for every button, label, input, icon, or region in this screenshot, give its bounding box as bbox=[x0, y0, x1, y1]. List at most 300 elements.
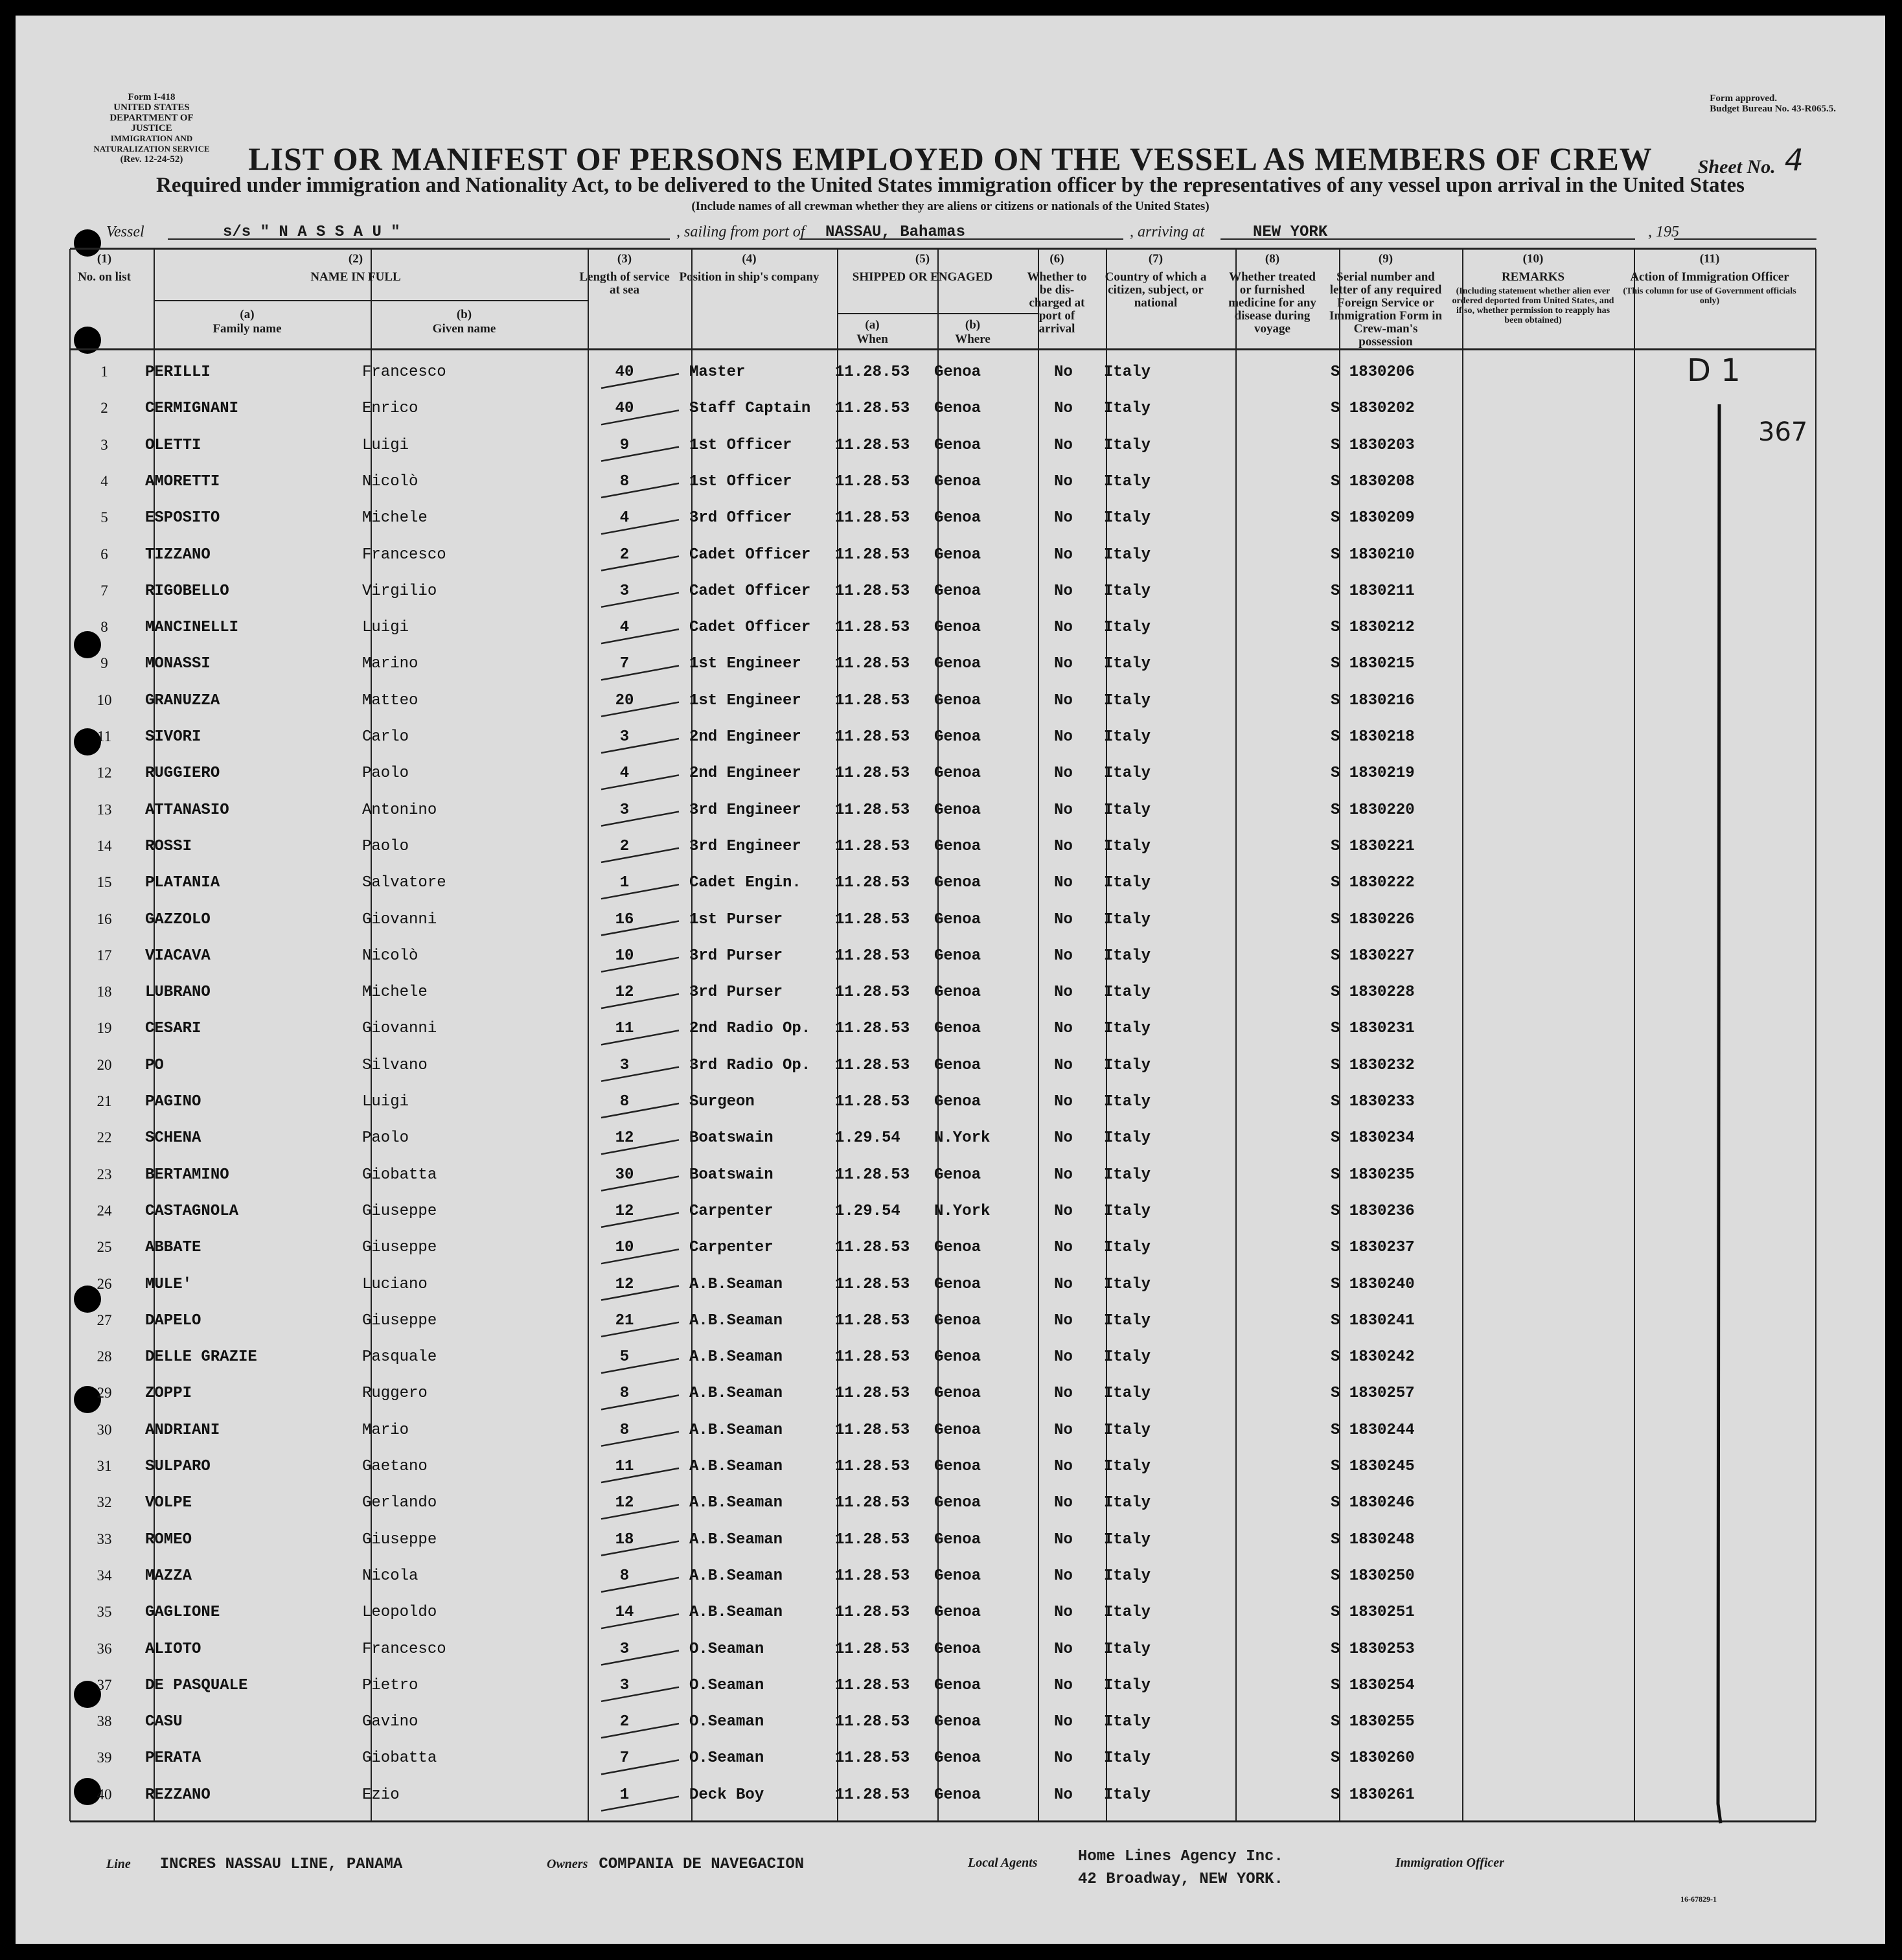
serial-number: S 1830240 bbox=[1331, 1275, 1415, 1293]
vessel-label: Vessel bbox=[106, 224, 144, 240]
discharged: No bbox=[1054, 947, 1073, 965]
given-name: Leopoldo bbox=[362, 1604, 437, 1622]
shipped-when: 11.28.53 bbox=[835, 363, 910, 381]
page-title: LIST OR MANIFEST OF PERSONS EMPLOYED ON THE VESSEL AS MEMBERS OF CREW bbox=[248, 141, 1653, 177]
country: Italy bbox=[1104, 984, 1151, 1002]
discharged: No bbox=[1054, 1239, 1073, 1257]
service-length: 20 bbox=[615, 691, 634, 709]
serial-number: S 1830212 bbox=[1331, 619, 1415, 637]
service-length: 4 bbox=[619, 765, 630, 783]
country: Italy bbox=[1104, 1020, 1151, 1038]
column-header: No. on list bbox=[78, 270, 131, 284]
shipped-when: 11.28.53 bbox=[835, 801, 910, 819]
column-number: (10) bbox=[1522, 252, 1544, 266]
given-name: Giuseppe bbox=[362, 1239, 437, 1257]
country: Italy bbox=[1104, 1385, 1151, 1403]
shipped-when: 11.28.53 bbox=[835, 1020, 910, 1038]
handwritten-initials: D 1 bbox=[1687, 352, 1741, 389]
row-number: 33 bbox=[97, 1530, 112, 1547]
given-name: Gerlando bbox=[362, 1494, 437, 1512]
serial-number: S 1830244 bbox=[1331, 1421, 1415, 1439]
family-name: PERATA bbox=[145, 1749, 201, 1768]
given-name: Silvano bbox=[362, 1056, 428, 1074]
serial-number: S 1830228 bbox=[1331, 984, 1415, 1002]
family-name: REZZANO bbox=[145, 1786, 211, 1804]
shipped-when: 11.28.53 bbox=[835, 1239, 910, 1257]
given-name: Pasquale bbox=[362, 1348, 437, 1366]
position: Boatswain bbox=[689, 1166, 773, 1184]
shipped-where: N.York bbox=[934, 1129, 991, 1147]
given-name: Giovanni bbox=[362, 1020, 437, 1038]
country: Italy bbox=[1104, 874, 1151, 892]
service-length: 3 bbox=[619, 1676, 630, 1694]
given-name: Luigi bbox=[362, 619, 409, 637]
family-name: GRANUZZA bbox=[145, 691, 220, 709]
handwritten-vertical-line bbox=[1713, 404, 1726, 1830]
serial-number: S 1830233 bbox=[1331, 1093, 1415, 1111]
given-name: Giobatta bbox=[362, 1166, 437, 1184]
column-number: (9) bbox=[1378, 252, 1393, 266]
serial-number: S 1830231 bbox=[1331, 1020, 1415, 1038]
row-number: 26 bbox=[97, 1275, 112, 1292]
country: Italy bbox=[1104, 1494, 1151, 1512]
shipped-when: 11.28.53 bbox=[835, 984, 910, 1002]
shipped-when: 11.28.53 bbox=[835, 874, 910, 892]
service-length: 4 bbox=[619, 619, 630, 637]
column-header: Action of Immigration Officer bbox=[1630, 270, 1789, 284]
discharged: No bbox=[1054, 1713, 1073, 1731]
subcolumn-header: Given name bbox=[432, 322, 496, 336]
row-number: 25 bbox=[97, 1239, 112, 1256]
given-name: Matteo bbox=[362, 691, 418, 709]
position: Carpenter bbox=[689, 1202, 773, 1220]
sailing-port: NASSAU, Bahamas bbox=[825, 224, 966, 241]
serial-number: S 1830254 bbox=[1331, 1676, 1415, 1694]
position: A.B.Seaman bbox=[689, 1604, 783, 1622]
position: 2nd Radio Op. bbox=[689, 1020, 811, 1038]
family-name: ROSSI bbox=[145, 837, 192, 855]
column-header: Length of service at sea bbox=[579, 270, 670, 297]
discharged: No bbox=[1054, 1348, 1073, 1366]
shipped-where: Genoa bbox=[934, 546, 981, 564]
service-length: 9 bbox=[619, 436, 630, 454]
discharged: No bbox=[1054, 1458, 1073, 1475]
position: A.B.Seaman bbox=[689, 1348, 783, 1366]
service-length: 10 bbox=[615, 1239, 634, 1257]
shipped-where: Genoa bbox=[934, 765, 981, 783]
shipped-where: Genoa bbox=[934, 1421, 981, 1439]
service-length: 12 bbox=[615, 1129, 634, 1147]
service-length: 11 bbox=[615, 1458, 634, 1475]
row-number: 12 bbox=[97, 765, 112, 781]
given-name: Virgilio bbox=[362, 582, 437, 600]
country: Italy bbox=[1104, 947, 1151, 965]
row-number: 6 bbox=[100, 546, 108, 562]
shipped-when: 11.28.53 bbox=[835, 837, 910, 855]
serial-number: S 1830257 bbox=[1331, 1385, 1415, 1403]
row-number: 9 bbox=[100, 655, 108, 672]
country: Italy bbox=[1104, 363, 1151, 381]
discharged: No bbox=[1054, 509, 1073, 527]
shipped-where: Genoa bbox=[934, 1640, 981, 1658]
row-number: 5 bbox=[100, 509, 108, 526]
shipped-where: Genoa bbox=[934, 1604, 981, 1622]
row-number: 13 bbox=[97, 801, 112, 818]
position: Deck Boy bbox=[689, 1786, 764, 1804]
position: Staff Captain bbox=[689, 400, 811, 418]
shipped-where: Genoa bbox=[934, 619, 981, 637]
service-length: 12 bbox=[615, 1275, 634, 1293]
column-header: Serial number and letter of any required Foreign Service or Immigration Form in Crew-man's possession bbox=[1329, 270, 1443, 349]
position: O.Seaman bbox=[689, 1640, 764, 1658]
shipped-when: 11.28.53 bbox=[835, 582, 910, 600]
family-name: ZOPPI bbox=[145, 1385, 192, 1403]
family-name: ALIOTO bbox=[145, 1640, 201, 1658]
shipped-when: 11.28.53 bbox=[835, 1494, 910, 1512]
shipped-when: 11.28.53 bbox=[835, 546, 910, 564]
position: A.B.Seaman bbox=[689, 1421, 783, 1439]
discharged: No bbox=[1054, 1129, 1073, 1147]
column-number: (11) bbox=[1699, 252, 1720, 266]
shipped-when: 11.28.53 bbox=[835, 1311, 910, 1330]
given-name: Gaetano bbox=[362, 1458, 428, 1475]
shipped-where: Genoa bbox=[934, 984, 981, 1002]
given-name: Mario bbox=[362, 1421, 409, 1439]
discharged: No bbox=[1054, 1676, 1073, 1694]
family-name: ROMEO bbox=[145, 1530, 192, 1549]
given-name: Paolo bbox=[362, 765, 409, 783]
shipped-when: 11.28.53 bbox=[835, 1093, 910, 1111]
country: Italy bbox=[1104, 1093, 1151, 1111]
row-number: 31 bbox=[97, 1458, 112, 1474]
family-name: RUGGIERO bbox=[145, 765, 220, 783]
shipped-where: N.York bbox=[934, 1202, 991, 1220]
row-number: 2 bbox=[100, 400, 108, 417]
country: Italy bbox=[1104, 801, 1151, 819]
serial-number: S 1830260 bbox=[1331, 1749, 1415, 1768]
family-name: CASTAGNOLA bbox=[145, 1202, 239, 1220]
column-number: (5) bbox=[915, 252, 930, 266]
family-name: BERTAMINO bbox=[145, 1166, 229, 1184]
family-name: GAZZOLO bbox=[145, 910, 211, 928]
discharged: No bbox=[1054, 1311, 1073, 1330]
shipped-when: 11.28.53 bbox=[835, 1640, 910, 1658]
serial-number: S 1830220 bbox=[1331, 801, 1415, 819]
given-name: Giovanni bbox=[362, 910, 437, 928]
country: Italy bbox=[1104, 619, 1151, 637]
discharged: No bbox=[1054, 837, 1073, 855]
shipped-where: Genoa bbox=[934, 1311, 981, 1330]
discharged: No bbox=[1054, 1020, 1073, 1038]
service-length: 3 bbox=[619, 582, 630, 600]
discharged: No bbox=[1054, 765, 1073, 783]
country: Italy bbox=[1104, 1348, 1151, 1366]
service-length: 3 bbox=[619, 1056, 630, 1074]
position: O.Seaman bbox=[689, 1749, 764, 1768]
arriving-label: , arriving at bbox=[1130, 224, 1205, 240]
position: 3rd Purser bbox=[689, 947, 783, 965]
shipped-where: Genoa bbox=[934, 1713, 981, 1731]
country: Italy bbox=[1104, 837, 1151, 855]
service-length: 10 bbox=[615, 947, 634, 965]
family-name: TIZZANO bbox=[145, 546, 211, 564]
discharged: No bbox=[1054, 1786, 1073, 1804]
arriving-port: NEW YORK bbox=[1253, 224, 1328, 241]
column-header: NAME IN FULL bbox=[310, 270, 401, 284]
column-number: (3) bbox=[617, 252, 632, 266]
shipped-when: 11.28.53 bbox=[835, 1786, 910, 1804]
family-name: SIVORI bbox=[145, 728, 201, 746]
shipped-when: 11.28.53 bbox=[835, 691, 910, 709]
row-number: 24 bbox=[97, 1202, 112, 1219]
shipped-when: 11.28.53 bbox=[835, 1713, 910, 1731]
row-number: 16 bbox=[97, 910, 112, 927]
given-name: Michele bbox=[362, 509, 428, 527]
row-number: 23 bbox=[97, 1166, 112, 1182]
family-name: OLETTI bbox=[145, 436, 201, 454]
discharged: No bbox=[1054, 1202, 1073, 1220]
country: Italy bbox=[1104, 1530, 1151, 1549]
shipped-when: 11.28.53 bbox=[835, 947, 910, 965]
column-number: (6) bbox=[1049, 252, 1064, 266]
given-name: Marino bbox=[362, 655, 418, 673]
shipped-where: Genoa bbox=[934, 1020, 981, 1038]
family-name: PO bbox=[145, 1056, 164, 1074]
discharged: No bbox=[1054, 1749, 1073, 1768]
sailing-label: , sailing from port of bbox=[676, 224, 805, 240]
serial-number: S 1830237 bbox=[1331, 1239, 1415, 1257]
country: Italy bbox=[1104, 1713, 1151, 1731]
shipped-when: 11.28.53 bbox=[835, 509, 910, 527]
service-length: 2 bbox=[619, 837, 630, 855]
country: Italy bbox=[1104, 1421, 1151, 1439]
discharged: No bbox=[1054, 1530, 1073, 1549]
position: Surgeon bbox=[689, 1093, 755, 1111]
service-length: 7 bbox=[619, 1749, 630, 1768]
shipped-when: 11.28.53 bbox=[835, 619, 910, 637]
position: 3rd Officer bbox=[689, 509, 792, 527]
given-name: Antonino bbox=[362, 801, 437, 819]
discharged: No bbox=[1054, 1166, 1073, 1184]
service-length: 4 bbox=[619, 509, 630, 527]
column-header: Position in ship's company bbox=[679, 270, 819, 284]
column-note: (Including statement whether alien ever ordered deported from United States, and if so, whether permission to reapply has been obtained) bbox=[1452, 286, 1614, 325]
given-name: Giuseppe bbox=[362, 1530, 437, 1549]
service-length: 18 bbox=[615, 1530, 634, 1549]
shipped-when: 11.28.53 bbox=[835, 728, 910, 746]
given-name: Nicola bbox=[362, 1567, 418, 1585]
discharged: No bbox=[1054, 910, 1073, 928]
row-number: 15 bbox=[97, 874, 112, 891]
discharged: No bbox=[1054, 691, 1073, 709]
shipped-when: 11.28.53 bbox=[835, 400, 910, 418]
discharged: No bbox=[1054, 472, 1073, 490]
position: 3rd Radio Op. bbox=[689, 1056, 811, 1074]
position: 1st Officer bbox=[689, 472, 792, 490]
position: A.B.Seaman bbox=[689, 1275, 783, 1293]
shipped-when: 11.28.53 bbox=[835, 655, 910, 673]
discharged: No bbox=[1054, 400, 1073, 418]
shipped-where: Genoa bbox=[934, 910, 981, 928]
family-name: AMORETTI bbox=[145, 472, 220, 490]
row-number: 8 bbox=[100, 619, 108, 636]
row-number: 18 bbox=[97, 984, 112, 1000]
form-approval-block: Form approved. Budget Bureau No. 43-R065.5. bbox=[1710, 93, 1836, 114]
country: Italy bbox=[1104, 472, 1151, 490]
family-name: CASU bbox=[145, 1713, 183, 1731]
shipped-where: Genoa bbox=[934, 1786, 981, 1804]
given-name: Francesco bbox=[362, 546, 446, 564]
row-number: 36 bbox=[97, 1640, 112, 1657]
given-name: Francesco bbox=[362, 363, 446, 381]
given-name: Luigi bbox=[362, 436, 409, 454]
shipped-where: Genoa bbox=[934, 1676, 981, 1694]
footer-immigration-officer: Immigration Officer bbox=[1395, 1856, 1504, 1870]
family-name: PAGINO bbox=[145, 1093, 201, 1111]
shipped-where: Genoa bbox=[934, 728, 981, 746]
discharged: No bbox=[1054, 1056, 1073, 1074]
footer-owners: Owners COMPANIA DE NAVEGACION bbox=[547, 1856, 805, 1873]
subcolumn-number: (a) bbox=[865, 318, 880, 332]
shipped-when: 11.28.53 bbox=[835, 472, 910, 490]
serial-number: S 1830209 bbox=[1331, 509, 1415, 527]
serial-number: S 1830226 bbox=[1331, 910, 1415, 928]
country: Italy bbox=[1104, 691, 1151, 709]
serial-number: S 1830253 bbox=[1331, 1640, 1415, 1658]
country: Italy bbox=[1104, 1676, 1151, 1694]
discharged: No bbox=[1054, 1567, 1073, 1585]
serial-number: S 1830245 bbox=[1331, 1458, 1415, 1475]
position: 1st Engineer bbox=[689, 655, 801, 673]
shipped-when: 11.28.53 bbox=[835, 1348, 910, 1366]
service-length: 2 bbox=[619, 1713, 630, 1731]
shipped-where: Genoa bbox=[934, 363, 981, 381]
given-name: Gavino bbox=[362, 1713, 418, 1731]
column-header: Whether to be dis-charged at port of arrival bbox=[1027, 270, 1087, 336]
shipped-where: Genoa bbox=[934, 947, 981, 965]
row-number: 39 bbox=[97, 1749, 112, 1766]
shipped-where: Genoa bbox=[934, 691, 981, 709]
shipped-where: Genoa bbox=[934, 1749, 981, 1768]
country: Italy bbox=[1104, 1202, 1151, 1220]
row-number: 14 bbox=[97, 837, 112, 854]
row-number: 27 bbox=[97, 1311, 112, 1328]
row-number: 38 bbox=[97, 1713, 112, 1730]
country: Italy bbox=[1104, 1604, 1151, 1622]
subcolumn-header: Where bbox=[955, 332, 991, 346]
position: O.Seaman bbox=[689, 1713, 764, 1731]
country: Italy bbox=[1104, 910, 1151, 928]
service-length: 16 bbox=[615, 910, 634, 928]
column-number: (7) bbox=[1148, 252, 1163, 266]
position: O.Seaman bbox=[689, 1676, 764, 1694]
page-subtitle: Required under immigration and Nationality Act, to be delivered to the United States immigration officer by the representatives of any vessel upon arrival in the United States bbox=[156, 174, 1745, 197]
shipped-where: Genoa bbox=[934, 1239, 981, 1257]
discharged: No bbox=[1054, 655, 1073, 673]
country: Italy bbox=[1104, 1749, 1151, 1768]
row-number: 29 bbox=[97, 1385, 112, 1401]
serial-number: S 1830251 bbox=[1331, 1604, 1415, 1622]
shipped-where: Genoa bbox=[934, 1348, 981, 1366]
serial-number: S 1830235 bbox=[1331, 1166, 1415, 1184]
serial-number: S 1830206 bbox=[1331, 363, 1415, 381]
discharged: No bbox=[1054, 1093, 1073, 1111]
given-name: Francesco bbox=[362, 1640, 446, 1658]
shipped-where: Genoa bbox=[934, 1567, 981, 1585]
serial-number: S 1830210 bbox=[1331, 546, 1415, 564]
shipped-where: Genoa bbox=[934, 655, 981, 673]
given-name: Nicolò bbox=[362, 947, 418, 965]
row-number: 40 bbox=[97, 1786, 112, 1803]
country: Italy bbox=[1104, 509, 1151, 527]
serial-number: S 1830232 bbox=[1331, 1056, 1415, 1074]
shipped-where: Genoa bbox=[934, 1385, 981, 1403]
subcolumn-header: When bbox=[856, 332, 888, 346]
serial-number: S 1830222 bbox=[1331, 874, 1415, 892]
country: Italy bbox=[1104, 1567, 1151, 1585]
column-number: (4) bbox=[742, 252, 757, 266]
country: Italy bbox=[1104, 1239, 1151, 1257]
position: A.B.Seaman bbox=[689, 1494, 783, 1512]
shipped-when: 11.28.53 bbox=[835, 1567, 910, 1585]
country: Italy bbox=[1104, 1311, 1151, 1330]
shipped-when: 1.29.54 bbox=[835, 1129, 900, 1147]
given-name: Giuseppe bbox=[362, 1202, 437, 1220]
serial-number: S 1830211 bbox=[1331, 582, 1415, 600]
serial-number: S 1830250 bbox=[1331, 1567, 1415, 1585]
discharged: No bbox=[1054, 582, 1073, 600]
shipped-when: 11.28.53 bbox=[835, 1458, 910, 1475]
position: 2nd Engineer bbox=[689, 765, 801, 783]
position: 2nd Engineer bbox=[689, 728, 801, 746]
service-length: 8 bbox=[619, 1421, 630, 1439]
shipped-where: Genoa bbox=[934, 874, 981, 892]
shipped-when: 11.28.53 bbox=[835, 1749, 910, 1768]
row-number: 10 bbox=[97, 691, 112, 708]
shipped-where: Genoa bbox=[934, 1166, 981, 1184]
page-note: (Include names of all crewman whether they are aliens or citizens or nationals of the United States) bbox=[691, 200, 1209, 213]
given-name: Giobatta bbox=[362, 1749, 437, 1768]
row-number: 17 bbox=[97, 947, 112, 963]
service-length: 8 bbox=[619, 1385, 630, 1403]
country: Italy bbox=[1104, 655, 1151, 673]
family-name: MANCINELLI bbox=[145, 619, 239, 637]
position: 3rd Engineer bbox=[689, 801, 801, 819]
shipped-where: Genoa bbox=[934, 837, 981, 855]
position: A.B.Seaman bbox=[689, 1530, 783, 1549]
family-name: ESPOSITO bbox=[145, 509, 220, 527]
country: Italy bbox=[1104, 1786, 1151, 1804]
shipped-where: Genoa bbox=[934, 400, 981, 418]
serial-number: S 1830221 bbox=[1331, 837, 1415, 855]
family-name: GAGLIONE bbox=[145, 1604, 220, 1622]
country: Italy bbox=[1104, 436, 1151, 454]
position: Carpenter bbox=[689, 1239, 773, 1257]
row-number: 11 bbox=[97, 728, 112, 744]
shipped-where: Genoa bbox=[934, 1275, 981, 1293]
column-number: (2) bbox=[348, 252, 363, 266]
subcolumn-number: (b) bbox=[456, 308, 472, 321]
row-number: 3 bbox=[100, 436, 108, 453]
discharged: No bbox=[1054, 363, 1073, 381]
country: Italy bbox=[1104, 1275, 1151, 1293]
given-name: Paolo bbox=[362, 837, 409, 855]
discharged: No bbox=[1054, 1421, 1073, 1439]
service-length: 5 bbox=[619, 1348, 630, 1366]
serial-number: S 1830255 bbox=[1331, 1713, 1415, 1731]
discharged: No bbox=[1054, 728, 1073, 746]
serial-number: S 1830227 bbox=[1331, 947, 1415, 965]
